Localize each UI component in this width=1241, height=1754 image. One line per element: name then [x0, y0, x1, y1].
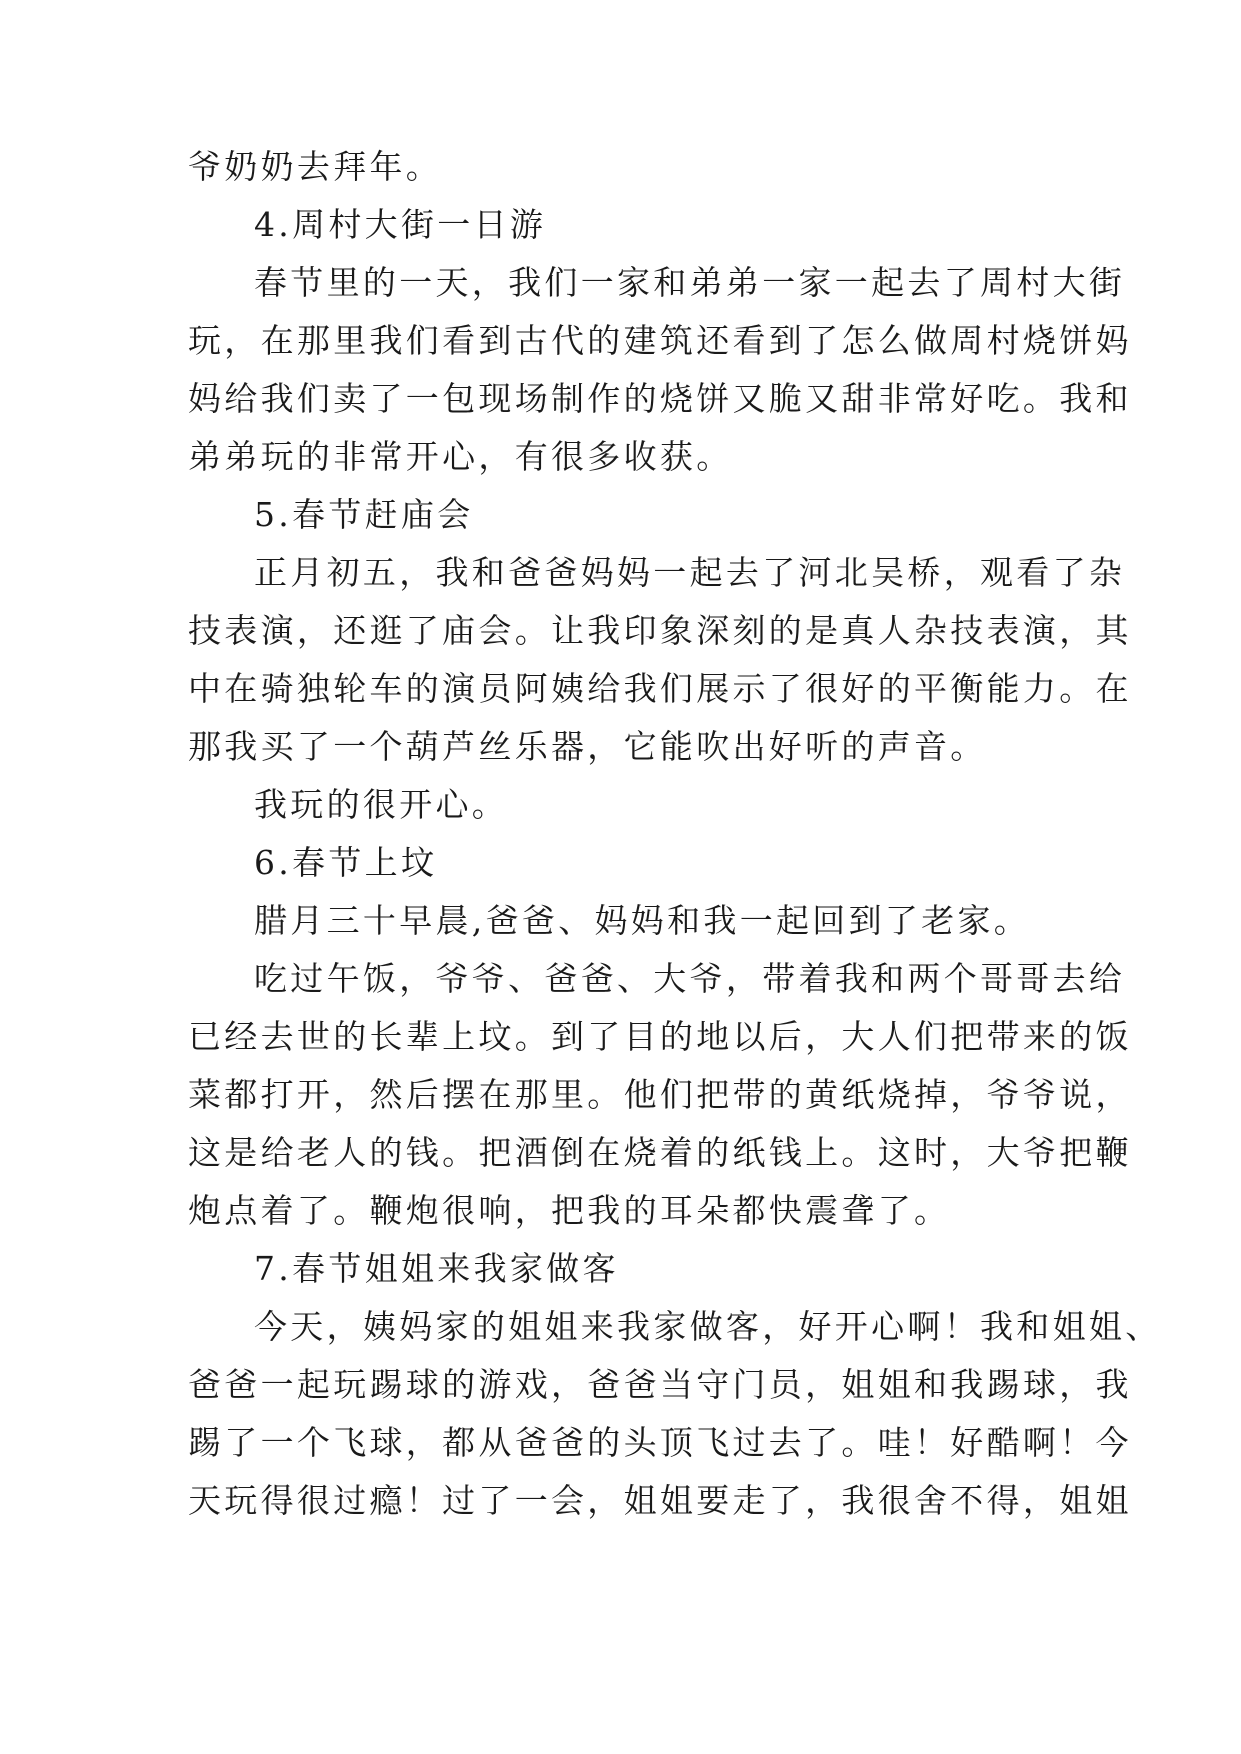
section-heading: 5.春节赶庙会 — [254, 495, 474, 534]
text-line: 弟弟玩的非常开心，有很多收获。 — [188, 437, 733, 476]
text-line: 技表演，还逛了庙会。让我印象深刻的是真人杂技表演，其 — [188, 611, 1132, 650]
section-heading: 7.春节姐姐来我家做客 — [254, 1249, 619, 1288]
text-line: 正月初五，我和爸爸妈妈一起去了河北吴桥，观看了杂 — [254, 553, 1126, 592]
text-line: 天玩得很过瘾！过了一会，姐姐要走了，我很舍不得，姐姐 — [188, 1481, 1132, 1520]
text-line: 爷奶奶去拜年。 — [188, 147, 443, 186]
text-line: 那我买了一个葫芦丝乐器，它能吹出好听的声音。 — [188, 727, 987, 766]
text-line: 腊月三十早晨,爸爸、妈妈和我一起回到了老家。 — [254, 901, 1031, 940]
section-heading: 4.周村大街一日游 — [254, 205, 547, 244]
text-line: 妈给我们卖了一包现场制作的烧饼又脆又甜非常好吃。我和 — [188, 379, 1132, 418]
text-line: 菜都打开，然后摆在那里。他们把带的黄纸烧掉，爷爷说， — [188, 1075, 1132, 1114]
section-heading: 6.春节上坟 — [254, 843, 438, 882]
text-line: 踢了一个飞球，都从爸爸的头顶飞过去了。哇！好酷啊！今 — [188, 1423, 1132, 1462]
text-line: 已经去世的长辈上坟。到了目的地以后，大人们把带来的饭 — [188, 1017, 1132, 1056]
text-line: 吃过午饭，爷爷、爸爸、大爷，带着我和两个哥哥去给 — [254, 959, 1126, 998]
text-line: 爸爸一起玩踢球的游戏，爸爸当守门员，姐姐和我踢球，我 — [188, 1365, 1132, 1404]
text-line: 玩，在那里我们看到古代的建筑还看到了怎么做周村烧饼妈 — [188, 321, 1132, 360]
text-line: 这是给老人的钱。把酒倒在烧着的纸钱上。这时，大爷把鞭 — [188, 1133, 1132, 1172]
text-line: 今天，姨妈家的姐姐来我家做客，好开心啊！我和姐姐、 — [254, 1307, 1162, 1346]
text-line: 炮点着了。鞭炮很响，把我的耳朵都快震聋了。 — [188, 1191, 951, 1230]
text-line: 我玩的很开心。 — [254, 785, 509, 824]
text-line: 中在骑独轮车的演员阿姨给我们展示了很好的平衡能力。在 — [188, 669, 1132, 708]
text-line: 春节里的一天，我们一家和弟弟一家一起去了周村大街 — [254, 263, 1126, 302]
